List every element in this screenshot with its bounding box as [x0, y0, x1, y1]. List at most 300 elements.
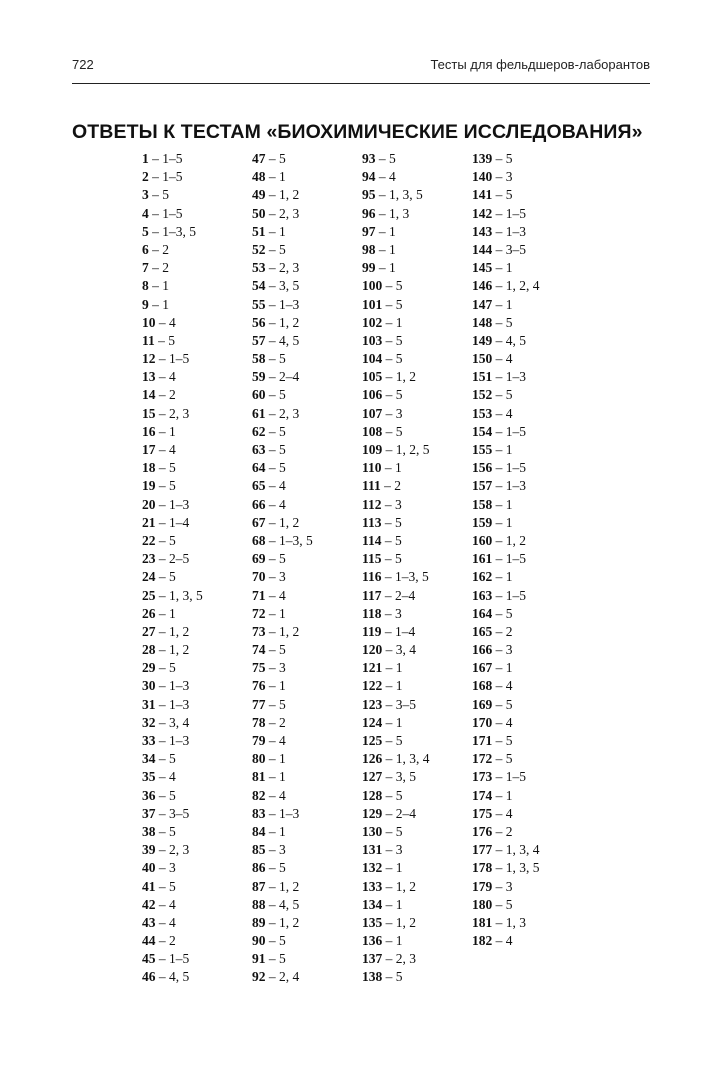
answer-value: 5	[279, 442, 286, 457]
dash-separator: –	[268, 532, 276, 548]
answer-row	[142, 277, 203, 295]
answer-row	[362, 459, 430, 477]
answer-value: 2, 3	[169, 842, 190, 858]
answer-row	[142, 950, 203, 968]
answer-row	[252, 677, 313, 695]
answer-row	[472, 168, 540, 186]
answer-row	[252, 423, 313, 441]
answer-value: 4	[505, 714, 513, 730]
answer-value: 1–5	[505, 587, 526, 603]
answer-row	[472, 677, 540, 695]
question-number: 132	[362, 860, 383, 876]
answer-row	[362, 732, 430, 750]
answer-value: 1	[505, 660, 513, 676]
answer-value: 1–5	[505, 423, 526, 439]
answer-row	[472, 259, 540, 277]
dash-separator: –	[384, 569, 392, 585]
dash-separator: –	[268, 914, 276, 930]
dash-separator: –	[385, 714, 393, 730]
dash-separator: –	[385, 678, 393, 694]
dash-separator: –	[385, 387, 393, 403]
dash-separator: –	[384, 460, 392, 476]
answer-value: 1–3	[169, 678, 190, 694]
dash-separator: –	[158, 532, 166, 548]
answer-row	[362, 878, 430, 896]
question-number: 141	[472, 187, 493, 203]
dash-separator: –	[158, 460, 166, 476]
question-number: 24	[142, 569, 156, 585]
answer-value: 4	[169, 769, 176, 785]
question-number: 31	[142, 696, 156, 712]
dash-separator: –	[495, 169, 503, 185]
answer-value: 1–4	[395, 623, 416, 639]
answer-value: 5	[389, 151, 396, 166]
dash-separator: –	[268, 878, 276, 894]
question-number: 144	[472, 241, 493, 257]
answer-row	[362, 914, 430, 932]
dash-separator: –	[385, 696, 393, 712]
answer-value: 2–5	[169, 551, 190, 567]
dash-separator: –	[152, 241, 159, 257]
answer-row	[142, 296, 203, 314]
answer-row	[362, 314, 430, 332]
answer-value: 1–5	[169, 951, 190, 967]
answer-value: 1, 2	[395, 878, 416, 894]
answer-row	[142, 732, 203, 750]
answer-row	[472, 332, 540, 350]
answer-row	[362, 659, 430, 677]
answer-row	[362, 496, 430, 514]
answer-value: 5	[169, 569, 176, 585]
answer-value: 5	[505, 896, 513, 912]
answer-row	[362, 168, 430, 186]
answer-row	[362, 223, 430, 241]
answer-value: 4	[169, 896, 176, 912]
answer-value: 1–5	[505, 769, 526, 785]
dash-separator: –	[268, 296, 276, 312]
answer-value: 2, 4	[279, 969, 300, 985]
question-number: 66	[252, 496, 266, 512]
question-number: 9	[142, 296, 149, 312]
question-number: 103	[362, 332, 383, 348]
answer-value: 1	[279, 751, 286, 767]
answer-value: 3–5	[169, 805, 190, 821]
answer-value: 1	[169, 605, 176, 621]
answer-row	[362, 768, 430, 786]
answer-value: 4, 5	[505, 332, 526, 348]
dash-separator: –	[495, 805, 503, 821]
dash-separator: –	[268, 151, 276, 166]
dash-separator: –	[158, 423, 166, 439]
dash-separator: –	[378, 241, 386, 257]
answer-row	[472, 496, 540, 514]
question-number: 61	[252, 405, 266, 421]
answer-row	[472, 550, 540, 568]
answer-value: 5	[505, 733, 513, 748]
question-number: 140	[472, 169, 493, 185]
question-number: 36	[142, 787, 156, 803]
answer-value: 5	[169, 823, 176, 839]
dash-separator: –	[152, 223, 159, 239]
question-number: 121	[362, 660, 383, 676]
question-number: 71	[252, 587, 266, 603]
question-number: 86	[252, 860, 266, 876]
answer-value: 1, 3	[505, 914, 526, 930]
dash-separator: –	[495, 623, 503, 639]
question-number: 152	[472, 387, 493, 403]
question-number: 137	[362, 951, 383, 967]
question-number: 158	[472, 496, 493, 512]
dash-separator: –	[385, 751, 393, 767]
question-number: 130	[362, 823, 383, 839]
question-number: 113	[362, 514, 382, 530]
question-number: 13	[142, 369, 156, 385]
question-number: 107	[362, 405, 383, 421]
answer-value: 1	[389, 241, 396, 257]
answer-value: 5	[505, 151, 513, 166]
answer-value: 3	[505, 642, 513, 658]
question-number: 32	[142, 714, 156, 730]
dash-separator: –	[385, 842, 393, 858]
question-number: 160	[472, 532, 493, 548]
question-number: 11	[142, 332, 155, 348]
question-number: 167	[472, 660, 493, 676]
dash-separator: –	[495, 787, 503, 803]
answer-value: 1, 2	[279, 314, 300, 330]
dash-separator: –	[385, 442, 393, 457]
answer-row	[252, 750, 313, 768]
answer-value: 1–3, 5	[395, 569, 429, 585]
answer-value: 1	[279, 169, 286, 185]
question-number: 115	[362, 551, 382, 567]
question-number: 100	[362, 278, 383, 294]
answer-row	[142, 659, 203, 677]
answer-value: 1–5	[162, 151, 183, 166]
question-number: 84	[252, 823, 266, 839]
answer-value: 5	[395, 532, 402, 548]
question-number: 20	[142, 496, 156, 512]
answer-value: 5	[279, 151, 286, 166]
dash-separator: –	[158, 314, 166, 330]
answer-row	[362, 332, 430, 350]
dash-separator: –	[384, 605, 392, 621]
dash-separator: –	[158, 751, 166, 767]
question-number: 7	[142, 260, 149, 276]
answer-value: 1	[395, 314, 403, 330]
question-number: 27	[142, 623, 156, 639]
question-number: 1	[142, 151, 149, 166]
question-number: 63	[252, 442, 266, 457]
answer-value: 1	[395, 678, 403, 694]
answer-row	[142, 168, 203, 186]
answer-value: 1–3, 5	[162, 223, 196, 239]
answer-row	[362, 150, 430, 168]
answer-row	[362, 968, 430, 986]
dash-separator: –	[268, 369, 276, 385]
dash-separator: –	[495, 423, 503, 439]
answer-value: 1–3, 5	[279, 532, 313, 548]
answer-value: 1	[505, 496, 513, 512]
answer-value: 4	[505, 678, 513, 694]
answer-value: 3, 5	[395, 769, 416, 785]
dash-separator: –	[495, 532, 503, 548]
answer-row	[142, 914, 203, 932]
answer-value: 4	[169, 442, 176, 457]
dash-separator: –	[495, 241, 503, 257]
answer-value: 2	[162, 260, 169, 276]
dash-separator: –	[158, 623, 166, 639]
dash-separator: –	[268, 842, 276, 858]
answer-column-1	[142, 150, 203, 987]
answer-row	[362, 205, 430, 223]
answer-row	[472, 787, 540, 805]
answer-row	[252, 659, 313, 677]
answer-row	[362, 514, 430, 532]
question-number: 116	[362, 569, 382, 585]
question-number: 163	[472, 587, 493, 603]
dash-separator: –	[495, 405, 503, 421]
answer-row	[362, 568, 430, 586]
question-number: 156	[472, 460, 493, 476]
question-number: 75	[252, 660, 266, 676]
question-number: 118	[362, 605, 382, 621]
dash-separator: –	[158, 478, 166, 494]
question-number: 145	[472, 260, 493, 276]
answer-value: 5	[395, 423, 403, 439]
answer-value: 2, 3	[169, 405, 190, 421]
dash-separator: –	[385, 332, 393, 348]
question-number: 169	[472, 696, 493, 712]
question-number: 119	[362, 623, 382, 639]
answer-value: 4, 5	[169, 969, 190, 985]
dash-separator: –	[384, 587, 392, 603]
answer-value: 5	[279, 551, 286, 567]
question-number: 180	[472, 896, 493, 912]
answer-value: 3	[395, 405, 403, 421]
answer-row	[142, 350, 203, 368]
answer-value: 2–4	[395, 587, 416, 603]
answer-row	[362, 623, 430, 641]
question-number: 5	[142, 223, 149, 239]
dash-separator: –	[385, 296, 393, 312]
answer-value: 3	[395, 605, 402, 621]
question-number: 94	[362, 169, 376, 185]
answer-value: 5	[162, 187, 169, 203]
answer-row	[362, 787, 430, 805]
question-number: 181	[472, 914, 493, 930]
answer-row	[142, 841, 203, 859]
question-number: 97	[362, 223, 376, 239]
answer-row	[362, 441, 430, 459]
dash-separator: –	[268, 387, 276, 403]
question-number: 164	[472, 605, 493, 621]
dash-separator: –	[158, 660, 166, 676]
answer-value: 1, 2	[279, 514, 300, 530]
answer-value: 5	[505, 751, 513, 767]
question-number: 127	[362, 769, 383, 785]
dash-separator: –	[495, 369, 503, 385]
answer-value: 1	[505, 260, 513, 276]
answer-column-3	[362, 150, 430, 987]
dash-separator: –	[158, 514, 166, 530]
answer-value: 5	[505, 387, 513, 403]
dash-separator: –	[268, 205, 276, 221]
running-header	[72, 57, 650, 84]
answer-value: 5	[395, 387, 403, 403]
dash-separator: –	[385, 860, 393, 876]
dash-separator: –	[158, 914, 166, 930]
question-number: 4	[142, 205, 149, 221]
dash-separator: –	[158, 769, 166, 785]
question-number: 2	[142, 169, 149, 185]
dash-separator: –	[378, 205, 386, 221]
dash-separator: –	[495, 933, 503, 949]
dash-separator: –	[385, 369, 393, 385]
question-number: 29	[142, 660, 156, 676]
question-number: 101	[362, 296, 383, 312]
dash-separator: –	[268, 332, 276, 348]
answer-row	[252, 896, 313, 914]
question-number: 93	[362, 151, 376, 166]
question-number: 68	[252, 532, 266, 548]
question-number: 96	[362, 205, 376, 221]
dash-separator: –	[385, 351, 393, 367]
answer-row	[252, 350, 313, 368]
answer-row	[362, 950, 430, 968]
answer-value: 4	[279, 787, 286, 803]
question-number: 65	[252, 478, 266, 494]
question-number: 104	[362, 351, 383, 367]
answer-value: 1, 3, 5	[389, 187, 423, 203]
dash-separator: –	[385, 660, 393, 676]
dash-separator: –	[495, 442, 503, 457]
question-number: 57	[252, 332, 266, 348]
question-number: 28	[142, 642, 156, 658]
question-number: 182	[472, 933, 493, 949]
answer-row	[252, 768, 313, 786]
question-number: 87	[252, 878, 266, 894]
dash-separator: –	[495, 332, 503, 348]
dash-separator: –	[158, 933, 166, 949]
dash-separator: –	[378, 187, 386, 203]
answer-value: 5	[395, 551, 402, 567]
answer-row	[252, 950, 313, 968]
answer-value: 5	[395, 296, 403, 312]
dash-separator: –	[385, 769, 393, 785]
answer-value: 2, 3	[279, 260, 300, 276]
answer-row	[142, 878, 203, 896]
answer-row	[472, 805, 540, 823]
answer-value: 4	[279, 496, 286, 512]
dash-separator: –	[158, 351, 166, 367]
answer-value: 1–3	[505, 369, 526, 385]
answer-value: 1–5	[162, 169, 183, 185]
dash-separator: –	[268, 660, 276, 676]
question-number: 177	[472, 842, 493, 858]
dash-separator: –	[495, 842, 503, 858]
dash-separator: –	[158, 896, 166, 912]
answer-value: 3	[279, 660, 286, 676]
answer-row	[472, 314, 540, 332]
dash-separator: –	[495, 914, 503, 930]
answer-value: 3	[395, 496, 402, 512]
answer-row	[142, 823, 203, 841]
dash-separator: –	[268, 569, 276, 585]
dash-separator: –	[158, 860, 166, 876]
question-number: 106	[362, 387, 383, 403]
answer-value: 1	[169, 423, 176, 439]
answer-value: 1, 2	[279, 623, 300, 639]
answer-row	[142, 514, 203, 532]
answer-row	[142, 459, 203, 477]
answer-value: 1	[395, 660, 403, 676]
question-number: 112	[362, 496, 382, 512]
answer-value: 1, 2	[279, 878, 300, 894]
answer-row	[362, 841, 430, 859]
question-number: 6	[142, 241, 149, 257]
answer-value: 1	[279, 769, 286, 785]
answer-row	[252, 496, 313, 514]
answer-value: 5	[505, 696, 513, 712]
answer-value: 5	[279, 933, 286, 949]
question-number: 80	[252, 751, 266, 767]
answer-value: 2	[394, 478, 402, 494]
answer-row	[472, 459, 540, 477]
answer-row	[252, 532, 313, 550]
answer-row	[252, 623, 313, 641]
question-number: 43	[142, 914, 156, 930]
page-title: ОТВЕТЫ К ТЕСТАМ «БИОХИМИЧЕСКИЕ ИССЛЕДОВАНИЯ»	[72, 121, 643, 143]
question-number: 73	[252, 623, 266, 639]
answer-row	[472, 150, 540, 168]
answer-value: 1, 2	[169, 623, 190, 639]
dash-separator: –	[385, 314, 393, 330]
dash-separator: –	[495, 678, 503, 694]
question-number: 52	[252, 241, 266, 257]
dash-separator: –	[268, 696, 276, 712]
answer-row	[252, 314, 313, 332]
dash-separator: –	[158, 332, 165, 348]
dash-separator: –	[268, 442, 276, 457]
dash-separator: –	[268, 187, 276, 203]
dash-separator: –	[268, 241, 276, 257]
dash-separator: –	[158, 678, 166, 694]
question-number: 8	[142, 278, 149, 294]
question-number: 59	[252, 369, 266, 385]
question-number: 146	[472, 278, 493, 294]
dash-separator: –	[378, 260, 386, 276]
question-number: 35	[142, 769, 156, 785]
answer-value: 5	[169, 878, 176, 894]
question-number: 76	[252, 678, 266, 694]
dash-separator: –	[268, 460, 276, 476]
question-number: 142	[472, 205, 493, 221]
question-number: 72	[252, 605, 266, 621]
question-number: 49	[252, 187, 266, 203]
dash-separator: –	[158, 642, 166, 658]
answer-row	[142, 587, 203, 605]
answer-value: 1, 2, 5	[395, 442, 430, 457]
answer-row	[472, 205, 540, 223]
question-number: 70	[252, 569, 266, 585]
answer-row	[362, 823, 430, 841]
answer-row	[252, 386, 313, 404]
question-number: 123	[362, 696, 383, 712]
dash-separator: –	[495, 187, 503, 203]
answer-value: 4	[505, 351, 513, 367]
question-number: 23	[142, 551, 156, 567]
dash-separator: –	[268, 260, 276, 276]
